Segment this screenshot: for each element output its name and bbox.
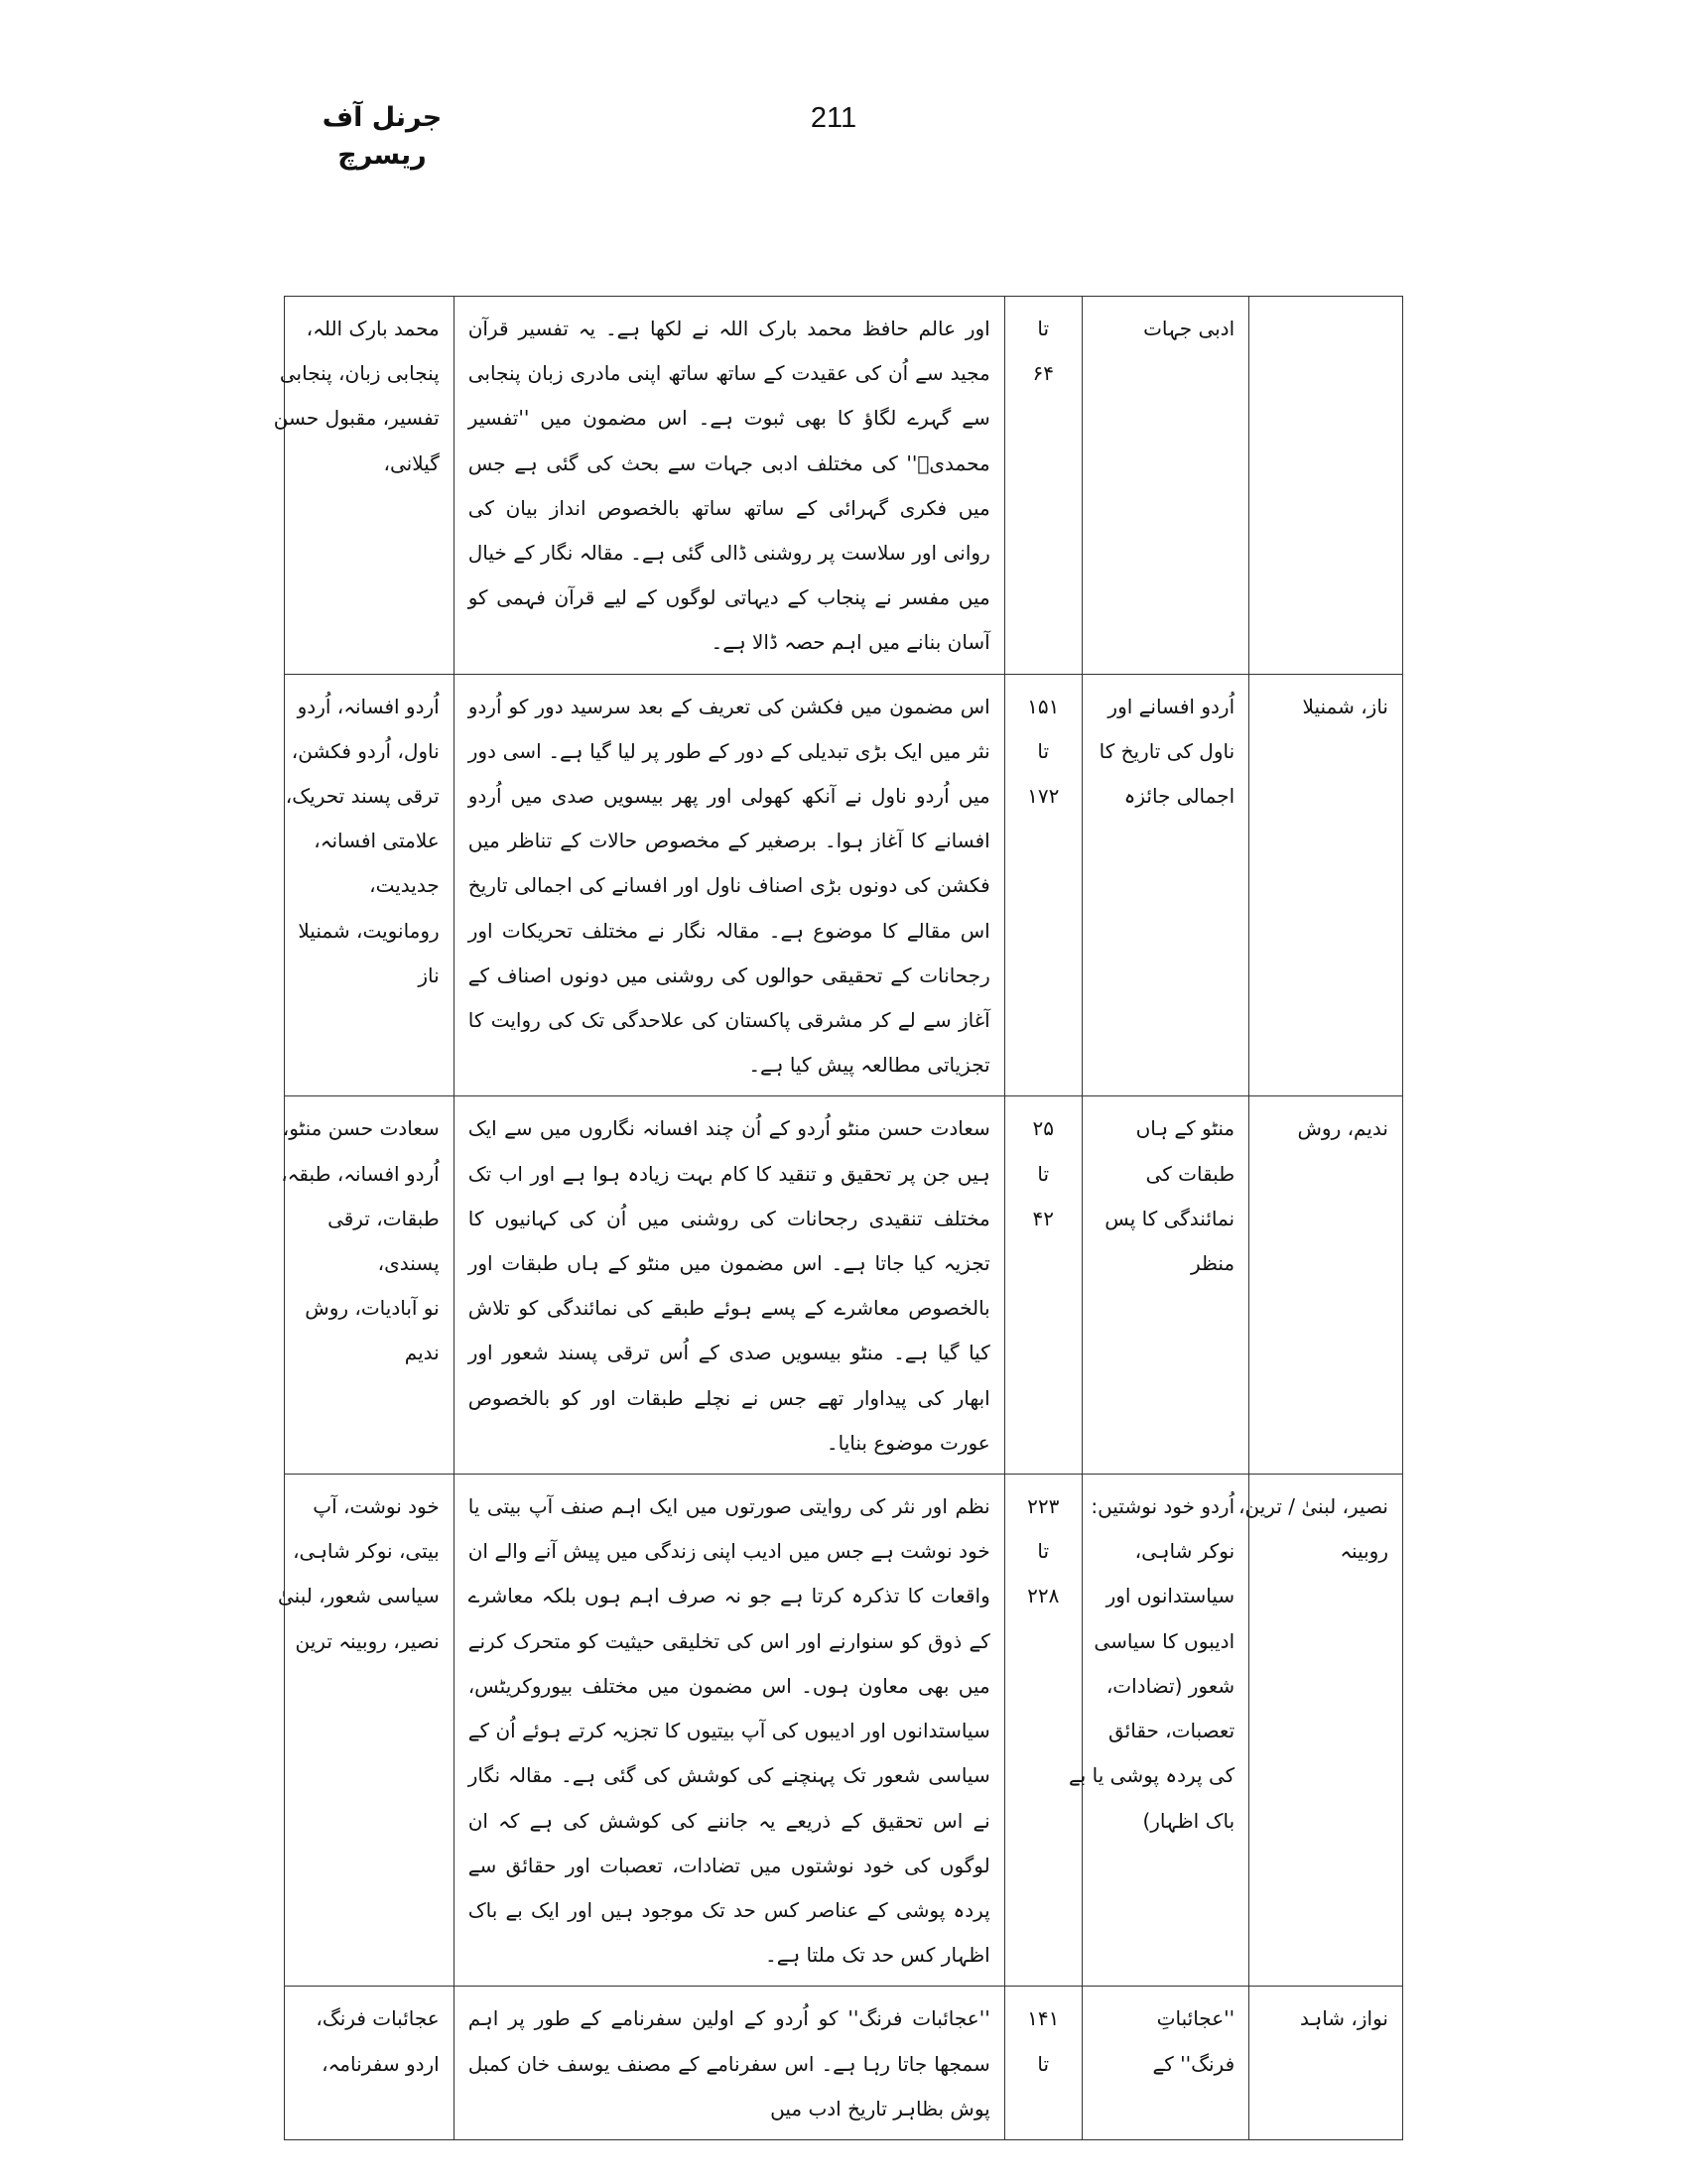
title-cell-line: باک اظہار) (1142, 1808, 1235, 1833)
title-cell-line: تعصبات، حقائق (1107, 1719, 1235, 1743)
pages-cell-line: ۴۲ (1032, 1206, 1054, 1230)
keywords-cell-line: جدیدیت، (369, 873, 440, 898)
keywords-cell-line: اُردو افسانہ، اُردو (297, 694, 440, 718)
summary-cell-text: ''عجائبات فرنگ'' کو اُردو کے اولین سفرنامے کے طور پر اہم سمجھا جاتا رہا ہے۔ اس سفرنامے کے مصنف یوسف خان کمبل پوش بظاہر تاریخ ادب میں (467, 2006, 990, 2120)
summary-cell (454, 1096, 1004, 1475)
table-row (285, 1096, 1403, 1475)
title-cell (1082, 674, 1248, 1096)
title-cell-line: شعور (تضادات، (1105, 1673, 1235, 1698)
table-row (285, 1987, 1403, 2140)
keywords-cell-line: رومانویت، شمنیلا (298, 918, 440, 943)
reference-table-body (273, 297, 1403, 2140)
pages-cell-line: تا (1037, 1161, 1050, 1186)
keywords-cell-line: عجائبات فرنگ، (316, 2006, 440, 2031)
pages-cell-line: ۲۵ (1032, 1116, 1054, 1141)
journal-title: جرنل آف ریسرچ (322, 102, 443, 171)
keywords-cell-line: اُردو افسانہ، طبقہ، (281, 1161, 440, 1186)
title-cell-line: سیاستدانوں اور (1105, 1584, 1235, 1608)
title-cell-line: اُردو خود نوشتیں: (1091, 1494, 1235, 1519)
title-cell-line: فرنگ'' کے (1152, 2051, 1235, 2076)
keywords-cell-line: بیتی، نوکر شاہی، (293, 1539, 440, 1564)
keywords-cell-line: اردو سفرنامہ، (322, 2051, 440, 2076)
author-cell-line: نصیر، لبنیٰ / ترین، (1238, 1494, 1388, 1519)
pages-cell-line: تا (1037, 1539, 1050, 1564)
pages-cell (1004, 674, 1082, 1096)
title-cell-line: ناول کی تاریخ کا (1099, 738, 1235, 763)
title-cell-line: اجمالی جائزہ (1123, 784, 1235, 809)
keywords-cell-line: پنجابی زبان، پنجابی (279, 361, 440, 386)
title-cell-line: منٹو کے ہاں (1135, 1116, 1235, 1141)
author-cell (1238, 1475, 1403, 1987)
pages-cell (1004, 1096, 1082, 1475)
summary-cell (454, 297, 1004, 675)
pages-cell-line: ۲۲۸ (1027, 1584, 1060, 1608)
keywords-cell-line: طبقات، ترقی (327, 1206, 440, 1230)
summary-cell-text: اور عالم حافظ محمد بارک اللہ نے لکھا ہے۔ یہ تفسیر قرآن مجید سے اُن کی عقیدت کے ساتھ ساتھ اپنی مادری زبان پنجابی سے گہرے لگاؤ کا بھی ثبوت ہے۔ اس مضمون میں ''تفسیر محمدیؐ'' کی مختلف ادبی جہات سے بحث کی گئی ہے جس میں فکری گہرائی کے ساتھ ساتھ بالخصوص انداز بیان کی روانی اور سلاست پر روشنی ڈالی گئی ہے۔ مقالہ نگار کے خیال میں مفسر نے پنجاب کے دیہاتی لوگوں کے لیے قرآن فہمی کو آسان بنانے میں اہم حصہ ڈالا ہے۔ (467, 317, 990, 655)
author-cell-line: ندیم، روش (1297, 1116, 1388, 1141)
keywords-cell-line: ناول، اُردو فکشن، (291, 738, 440, 763)
summary-cell-text: سعادت حسن منٹو اُردو کے اُن چند افسانہ نگاروں میں سے ایک ہیں جن پر تحقیق و تنقید کا کام بہت زیادہ ہوا ہے اور اب تک مختلف تنقیدی رجحانات کی روشنی میں اُن کی کہانیوں کا تجزیہ کیا جاتا ہے۔ اس مضمون میں منٹو کے ہاں طبقات اور بالخصوص معاشرے کے پسے ہوئے طبقے کی نمائندگی کو تلاش کیا گیا ہے۔ منٹو بیسویں صدی کے اُس ترقی پسند شعور اور ابھار کی پیداوار تھے جس نے نچلے طبقات اور کو بالخصوص عورت موضوع بنایا۔ (467, 1116, 990, 1455)
table-row (285, 1475, 1403, 1987)
keywords-cell-line: محمد بارک اللہ، (306, 317, 440, 340)
keywords-cell (278, 1475, 454, 1987)
pages-cell-line: تا (1037, 317, 1050, 340)
author-cell (1249, 297, 1403, 675)
author-cell-line: روبینہ (1340, 1539, 1388, 1564)
summary-cell (454, 674, 1004, 1096)
keywords-cell-line: پسندی، (377, 1251, 440, 1276)
keywords-cell-line: نصیر، روبینہ ترین (295, 1628, 440, 1653)
keywords-cell (281, 1096, 454, 1475)
pages-cell-line: ۱۴۱ (1027, 2006, 1060, 2031)
keywords-cell-line: تفسیر، مقبول حسن (273, 406, 440, 431)
keywords-cell (285, 1987, 454, 2140)
title-cell-line: ادیبوں کا سیاسی (1094, 1628, 1235, 1653)
title-cell-line: کی پردہ پوشی یا بے (1069, 1763, 1235, 1788)
keywords-cell (273, 297, 454, 675)
title-cell-line: طبقات کی (1145, 1161, 1235, 1186)
summary-cell-text: اس مضمون میں فکشن کی تعریف کے بعد سرسید دور کو اُردو نثر میں ایک بڑی تبدیلی کے دور کے طور پر لیا گیا ہے۔ اسی دور میں اُردو ناول نے آنکھ کھولی اور پھر بیسویں صدی میں اُردو افسانے کا آغاز ہوا۔ برصغیر کے مخصوص حالات کے تناظر میں فکشن کی دونوں بڑی اصناف ناول اور افسانے کی اجمالی تاریخ اس مقالے کا موضوع ہے۔ مقالہ نگار نے مختلف تحریکات اور رجحانات کے تحقیقی حوالوں کی روشنی میں دونوں اصناف کے آغاز سے لے کر مشرقی پاکستان کی علاحدگی تک کی روایت کا تجزیاتی مطالعہ پیش کیا ہے۔ (467, 694, 990, 1078)
pages-cell-line: تا (1037, 738, 1050, 763)
title-cell-line: نمائندگی کا پس (1104, 1206, 1235, 1230)
keywords-cell-line: سیاسی شعور، لبنیٰ (278, 1584, 440, 1608)
keywords-cell-line: گیلانی، (383, 450, 440, 475)
title-cell-line: اُردو افسانے اور (1107, 694, 1235, 718)
summary-cell (454, 1987, 1004, 2140)
keywords-cell-line: خود نوشت، آپ (313, 1494, 440, 1519)
pages-cell-line: تا (1037, 2051, 1050, 2076)
pages-cell-line: ۱۷۲ (1027, 784, 1060, 809)
pages-cell (1004, 1987, 1082, 2140)
keywords-cell-line: ندیم (404, 1341, 440, 1365)
keywords-cell-line: ترقی پسند تحریک، (285, 784, 440, 809)
reference-table (273, 296, 1403, 2140)
summary-cell (454, 1475, 1004, 1987)
summary-cell-text: نظم اور نثر کی روایتی صورتوں میں ایک اہم صنف آپ بیتی یا خود نوشت ہے جس میں ادیب اپنی زندگی میں پیش آنے والے ان واقعات کا تذکرہ کرتا ہے جو نہ صرف اہم ہوں بلکہ معاشرے کے ذوق کو سنوارنے اور اس کی تخلیقی حیثیت کو متحرک کرنے میں بھی معاون ہوں۔ اس مضمون میں مختلف بیوروکریٹس، سیاستدانوں اور ادیبوں کی آپ بیتیوں کا تجزیہ کرتے ہوئے اُن کے سیاسی شعور تک پہنچنے کی کوشش کی گئی ہے۔ مقالہ نگار نے اس تحقیق کے ذریعے یہ جاننے کی کوشش کی ہے کہ ان لوگوں کی خود نوشتوں میں تضادات، تعصبات اور حقائق سے پردہ پوشی کے عناصر کس حد تک موجود ہیں اور ایک بے باک اظہار کس حد تک ملتا ہے۔ (467, 1494, 990, 1968)
title-cell (1082, 1096, 1248, 1475)
keywords-cell-line: سعادت حسن منٹو، (282, 1116, 440, 1141)
table-row (285, 297, 1403, 675)
author-cell-line: نواز، شاہد (1300, 2006, 1388, 2031)
title-cell (1069, 1475, 1248, 1987)
title-cell-line: منظر (1190, 1251, 1235, 1276)
pages-cell-line: ۱۵۱ (1027, 694, 1060, 718)
keywords-cell (285, 674, 454, 1096)
author-cell (1249, 1096, 1403, 1475)
keywords-cell-line: علامتی افسانہ، (314, 829, 440, 853)
title-cell (1082, 297, 1248, 675)
title-cell (1082, 1987, 1248, 2140)
author-cell (1249, 674, 1403, 1096)
page-number: 211 (810, 102, 857, 134)
title-cell-line: ''عجائباتِ (1156, 2006, 1235, 2031)
pages-cell-line: ۶۴ (1032, 361, 1054, 386)
author-cell-line: ناز، شمنیلا (1302, 694, 1388, 718)
author-cell (1249, 1987, 1403, 2140)
pages-cell (1004, 1475, 1082, 1987)
keywords-cell-line: نو آبادیات، روش (305, 1296, 440, 1321)
pages-cell-line: ۲۲۳ (1027, 1494, 1060, 1519)
keywords-cell-line: ناز (418, 963, 440, 987)
pages-cell (1004, 297, 1082, 675)
title-cell-line: ادبی جہات (1143, 317, 1235, 340)
title-cell-line: نوکر شاہی، (1134, 1539, 1235, 1564)
table-row (285, 674, 1403, 1096)
